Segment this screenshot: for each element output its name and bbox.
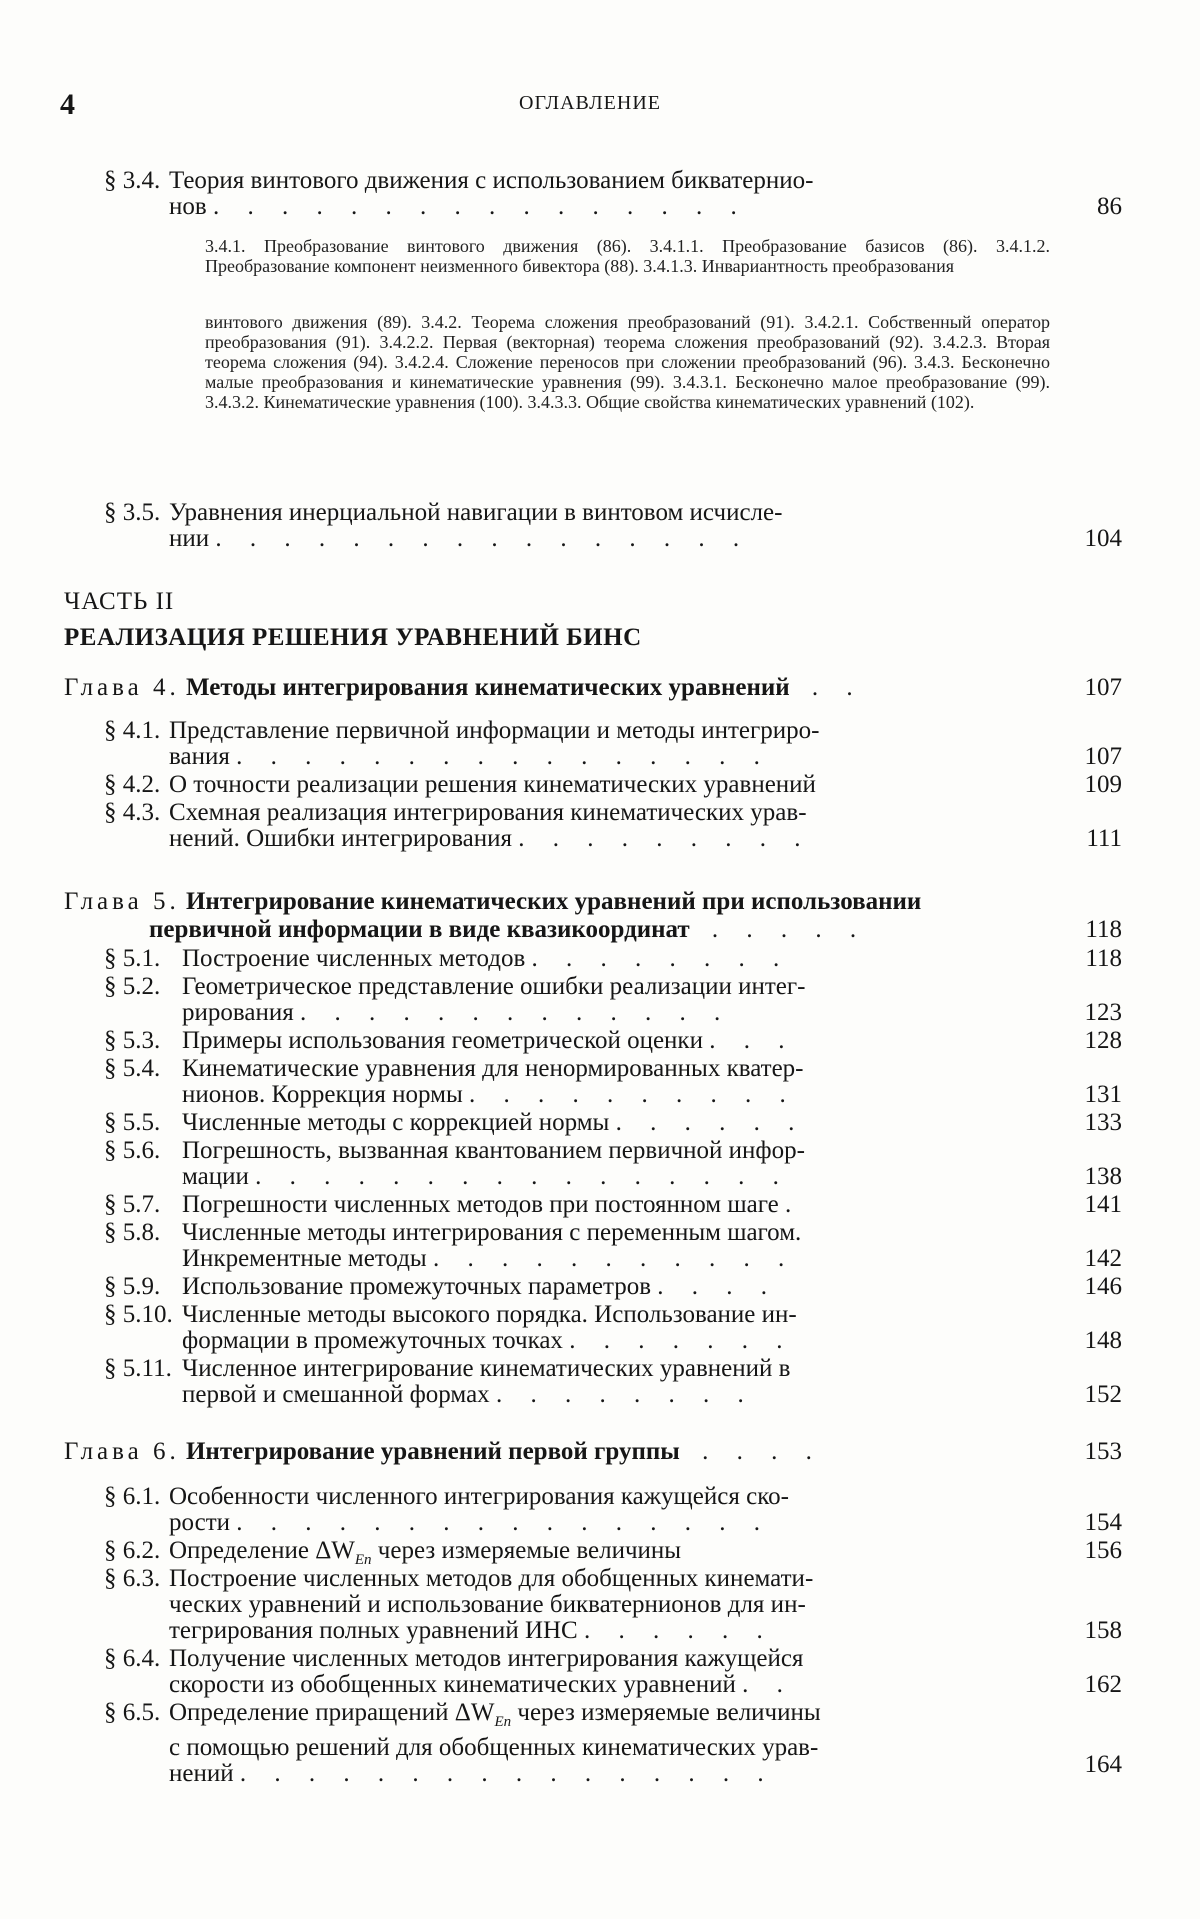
dot-leader: . . . . . . . <box>569 1328 794 1354</box>
toc-entry[interactable] <box>64 1192 1122 1218</box>
chapter-6-heading[interactable]: Глава 6. Интегрирование уравнений первой группы . . . . 153 <box>64 1438 1122 1465</box>
page-ref: 111 <box>1086 825 1122 852</box>
toc-entry[interactable] <box>64 1138 1122 1190</box>
section-number: § 6.2. <box>104 1537 161 1564</box>
toc-entry[interactable] <box>64 1056 1122 1108</box>
subscript: En <box>354 1552 372 1568</box>
subsection-list-3-4-b: винтового движения (89). 3.4.2. Теорема сложения преобразований (91). 3.4.2.1. Собственный оператор преобразования (91). 3.4.2.2. Первая (векторная) теорема сложения преобразований (92). 3.4.2.3. Вторая теорема сложения (94). 3.4.2.4. Сложение переносов при сложении преобразований (96). 3.4.3. Бесконечно малые преобразования и кинематические уравнения (99). 3.4.3.1. Бесконечно малое преобразование (99). 3.4.3.2. Кинематические уравнения (100). 3.4.3.3. Общие свойства кинематических уравнений (102). <box>205 312 1050 412</box>
section-number: § 5.10. <box>104 1301 173 1328</box>
part-label: ЧАСТЬ II <box>64 588 175 615</box>
page-ref: 107 <box>1084 743 1122 770</box>
dot-leader: . . . . . . <box>615 1110 806 1136</box>
section-title: Использование промежуточных параметров . . . . <box>182 1274 779 1300</box>
section-number: § 5.5. <box>104 1109 161 1136</box>
page-ref: 118 <box>1085 945 1122 972</box>
page-ref: 153 <box>1084 1438 1122 1465</box>
section-title: Примеры использования геометрической оценки . . . <box>182 1028 796 1054</box>
toc-entry[interactable] <box>64 974 1122 1026</box>
toc-entry[interactable] <box>64 718 1122 770</box>
dot-leader: . . . . <box>657 1274 779 1300</box>
page-ref: 164 <box>1084 1751 1122 1778</box>
toc-entry-3-4[interactable] <box>64 168 1122 224</box>
page-ref: 109 <box>1084 771 1122 798</box>
page-ref: 86 <box>1097 193 1122 220</box>
toc-entry[interactable] <box>64 1110 1122 1136</box>
section-title: О точности реализации решения кинематических уравнений <box>169 772 816 798</box>
section-number: § 5.8. <box>104 1219 161 1246</box>
dot-leader: . . . . . . <box>583 1618 774 1644</box>
toc-entry-3-5[interactable] <box>64 500 1122 556</box>
dot-leader: . . . . . . . . . . <box>469 1082 797 1108</box>
section-number: § 4.1. <box>104 717 161 744</box>
section-title: Определение приращений $\Delta W_{En}$ через измеряемые величины с помощью решений для обобщенных кинематических урав- нений . . . . . . . . . . . . . . . . <box>169 1700 821 1787</box>
section-number: § 6.4. <box>104 1645 161 1672</box>
section-title: Численные методы высокого порядка. Использование ин- формации в промежуточных точках . . . . . . . <box>182 1302 797 1354</box>
section-number: § 6.5. <box>104 1699 161 1726</box>
section-title: Теория винтового движения с использованием бикватернио- нов . . . . . . . . . . . . . . . . <box>169 168 814 220</box>
section-title: Представление первичной информации и методы интегриро- вания . . . . . . . . . . . . . . . . <box>169 718 820 770</box>
section-title: Кинематические уравнения для ненормированных кватер- нионов. Коррекция нормы . . . . . . . . . . <box>182 1056 804 1108</box>
page-ref: 118 <box>1085 916 1122 943</box>
dot-leader: . . . . . . . . . . . . . . . . <box>236 1510 772 1536</box>
page-ref: 104 <box>1084 525 1122 552</box>
page-ref: 123 <box>1084 999 1122 1026</box>
section-title: Уравнения инерциальной навигации в винтовом исчисле- нии . . . . . . . . . . . . . . . . <box>169 500 783 552</box>
section-title: Погрешность, вызванная квантованием первичной инфор- мации . . . . . . . . . . . . . . . . <box>182 1138 805 1190</box>
page-ref: 131 <box>1084 1081 1122 1108</box>
page-ref: 133 <box>1084 1109 1122 1136</box>
chapter-4-heading[interactable]: Глава 4. Методы интегрирования кинематических уравнений . . 107 <box>64 674 1122 701</box>
page-ref: 148 <box>1084 1327 1122 1354</box>
section-number: § 5.6. <box>104 1137 161 1164</box>
section-number: § 5.3. <box>104 1027 161 1054</box>
dot-leader: . . . . . . . . . . . . . . . . <box>239 1761 775 1787</box>
dot-leader: . . . . . . . . <box>495 1382 755 1408</box>
toc-entry[interactable] <box>64 1302 1122 1354</box>
section-title: Особенности численного интегрирования кажущейся ско- рости . . . . . . . . . . . . . . . . <box>169 1484 789 1536</box>
section-number: § 5.11. <box>104 1355 172 1382</box>
section-number: § 6.3. <box>104 1565 161 1592</box>
toc-entry[interactable] <box>64 1484 1122 1536</box>
section-number: § 3.5. <box>104 499 161 526</box>
section-title: Получение численных методов интегрирования кажущейся скорости из обобщенных кинематических уравнений . . <box>169 1646 804 1698</box>
section-number: § 6.1. <box>104 1483 161 1510</box>
section-number: § 5.1. <box>104 945 161 972</box>
section-title: Построение численных методов . . . . . . . . <box>182 946 791 972</box>
page-ref: 142 <box>1084 1245 1122 1272</box>
section-number: § 4.3. <box>104 799 161 826</box>
page-ref: 141 <box>1084 1191 1122 1218</box>
page-ref: 107 <box>1084 674 1122 701</box>
toc-entry[interactable] <box>64 1646 1122 1698</box>
dot-leader: . . . . . . . . . . . <box>432 1246 796 1272</box>
dot-leader: . . <box>742 1672 794 1698</box>
part-title: РЕАЛИЗАЦИЯ РЕШЕНИЯ УРАВНЕНИЙ БИНС <box>64 624 642 651</box>
dot-leader: . . . . . . . . . . . . . . . . <box>255 1164 790 1190</box>
page-ref: 158 <box>1084 1617 1122 1644</box>
section-title: Численное интегрирование кинематических уравнений в первой и смешанной формах . . . . . . . . <box>182 1356 791 1408</box>
dot-leader: . . . . . . . . . . . . . . . . <box>236 744 771 770</box>
page-ref: 156 <box>1084 1537 1122 1564</box>
dot-leader: . . . <box>709 1028 796 1054</box>
dot-leader: . . . . . . . . . . . . . <box>299 1000 732 1026</box>
section-number: § 3.4. <box>104 167 161 194</box>
toc-entry[interactable] <box>64 1220 1122 1272</box>
section-title: Геометрическое представление ошибки реализации интег- рирования . . . . . . . . . . . . . <box>182 974 806 1026</box>
section-number: § 5.4. <box>104 1055 161 1082</box>
section-number: § 5.2. <box>104 973 161 1000</box>
toc-entry[interactable] <box>64 800 1122 852</box>
running-title: ОГЛАВЛЕНИЕ <box>519 92 661 114</box>
page-number: 4 <box>60 88 75 121</box>
toc-entry[interactable] <box>64 772 1122 798</box>
toc-entry[interactable] <box>64 1274 1122 1300</box>
section-title: Схемная реализация интегрирования кинематических урав- нений. Ошибки интегрирования . . . . . . . . . <box>169 800 812 852</box>
section-title: Определение $\Delta W_{En}$ через измеряемые величины <box>169 1538 682 1568</box>
page-ref: 128 <box>1084 1027 1122 1054</box>
page-ref: 154 <box>1084 1509 1122 1536</box>
dot-leader: . <box>785 1192 803 1218</box>
toc-entry[interactable] <box>64 1566 1122 1644</box>
dot-leader: . . . . . . . . . <box>518 826 812 852</box>
section-number: § 5.9. <box>104 1273 161 1300</box>
chapter-5-heading[interactable]: Глава 5. Интегрирование кинематических уравнений при использовании первичной информации в виде квазикоординат . . . . . 118 <box>64 888 1122 943</box>
subsection-list-3-4-a: 3.4.1. Преобразование винтового движения (86). 3.4.1.1. Преобразование базисов (86). 3.4.1.2. Преобразование компонент неизменного бивектора (88). 3.4.1.3. Инвариантность преобразования <box>205 236 1050 276</box>
page-ref: 162 <box>1084 1671 1122 1698</box>
toc-entry[interactable] <box>64 946 1122 972</box>
section-title: Численные методы с коррекцией нормы . . . . . . <box>182 1110 806 1136</box>
toc-entry[interactable] <box>64 1356 1122 1408</box>
page-ref: 152 <box>1084 1381 1122 1408</box>
page-ref: 138 <box>1084 1163 1122 1190</box>
section-title: Построение численных методов для обобщенных кинемати- ческих уравнений и использование бикватернионов для ин- тегрирования полных уравнений ИНС . . . . . . <box>169 1566 814 1644</box>
toc-entry[interactable] <box>64 1700 1122 1804</box>
section-title: Численные методы интегрирования с переменным шагом. Инкрементные методы . . . . . . . . . . . <box>182 1220 802 1272</box>
page-ref: 146 <box>1084 1273 1122 1300</box>
section-number: § 5.7. <box>104 1191 161 1218</box>
section-number: § 4.2. <box>104 771 161 798</box>
page-header <box>60 88 1120 128</box>
section-title: Погрешности численных методов при постоянном шаге . <box>182 1192 803 1218</box>
dot-leader: . . . . . . . . <box>531 946 791 972</box>
toc-entry[interactable] <box>64 1028 1122 1054</box>
subscript: En <box>494 1714 512 1730</box>
